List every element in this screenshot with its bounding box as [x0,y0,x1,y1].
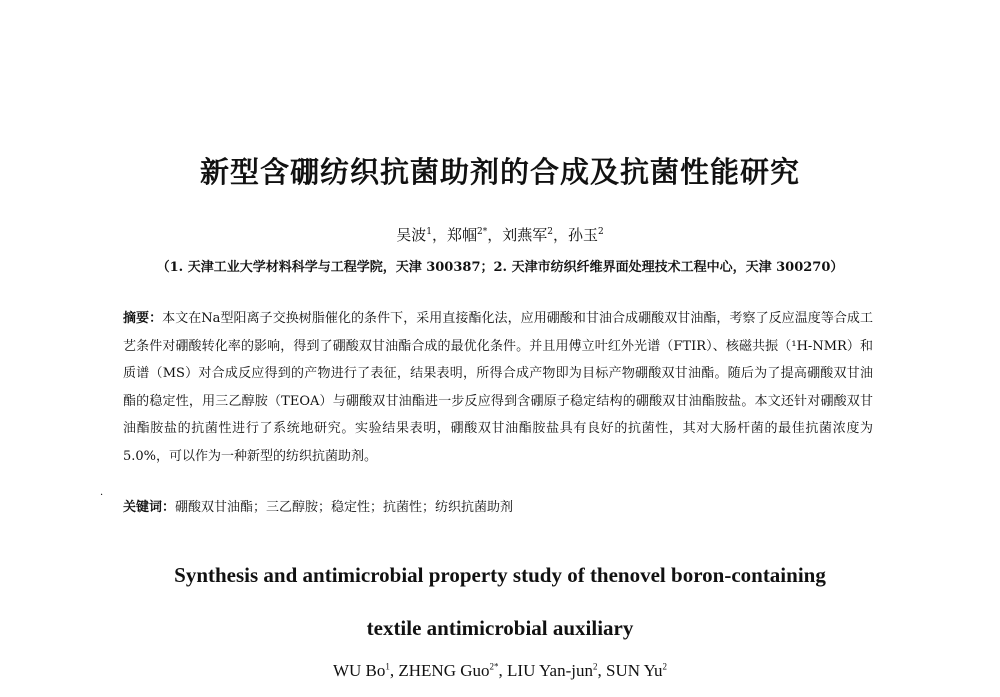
author-name: LIU Yan-jun [507,661,593,680]
author-name: SUN Yu [605,661,663,680]
author-name: 孙玉 [568,226,599,244]
author-affiliation-mark: 2 [598,227,604,237]
abstract [123,305,873,471]
abstract-label: 摘要： [123,311,163,326]
author-affiliation-mark: 2 [547,227,553,237]
english-title-line-1: Synthesis and antimicrobial property study of thenovel boron-containing [174,563,826,587]
author-name: WU Bo [332,661,386,680]
keywords-label: 关键词： [123,500,176,515]
author-name: 吴波 [396,226,427,244]
author-separator: , [597,661,606,680]
author-affiliation-mark: 2 [592,661,598,672]
author-separator: , [389,661,399,680]
english-authors [0,661,1000,681]
author-separator: ， [553,226,569,244]
author-affiliation-mark: 1 [426,227,432,237]
author-separator: , [498,661,508,680]
author-affiliation-mark: 2* [477,227,488,237]
keywords-text: 硼酸双甘油酯；三乙醇胺；稳定性；抗菌性；纺织抗菌助剂 [175,500,514,515]
stray-mark: · [100,490,104,501]
author-name: 刘燕军 [502,226,548,244]
author-separator: ， [431,226,447,244]
author-affiliation-mark: 1 [385,661,390,672]
chinese-authors [0,224,1000,245]
chinese-affiliation: （1. 天津工业大学材料科学与工程学院，天津 300387；2. 天津市纺织纤维界面处理技术工程中心，天津 300270） [156,260,844,275]
english-title-line-2: textile antimicrobial auxiliary [366,616,634,640]
author-name: 郑帼 [446,226,477,244]
author-affiliation-mark: 2 [662,661,668,672]
author-affiliation-mark: 2* [489,661,499,672]
author-separator: ， [487,226,503,244]
chinese-title: 新型含硼纺织抗菌助剂的合成及抗菌性能研究 [199,155,800,189]
author-name: ZHENG Guo [398,661,490,680]
abstract-text: 本文在Na型阳离子交换树脂催化的条件下，采用直接酯化法，应用硼酸和甘油合成硼酸双甘油酯，考察了反应温度等合成工艺条件对硼酸转化率的影响，得到了硼酸双甘油酯合成的最优化条件。并且用傅立叶红外光谱（FTIR）、核磁共振（¹H-NMR）和质谱（MS）对合成反应得到的产物进行了表征，结果表明，所得合成产物即为目标产物硼酸双甘油酯。随后为了提高硼酸双甘油酯的稳定性，用三乙醇胺（TEOA）与硼酸双甘油酯进一步反应得到含硼原子稳定结构的硼酸双甘油酯胺盐。本文还针对硼酸双甘油酯胺盐的抗菌性进行了系统地研究。实验结果表明，硼酸双甘油酯胺盐具有良好的抗菌性，其对大肠杆菌的最佳抗菌浓度为5.0%，可以作为一种新型的纺织抗菌助剂。 [123,311,873,464]
keywords [123,496,873,520]
